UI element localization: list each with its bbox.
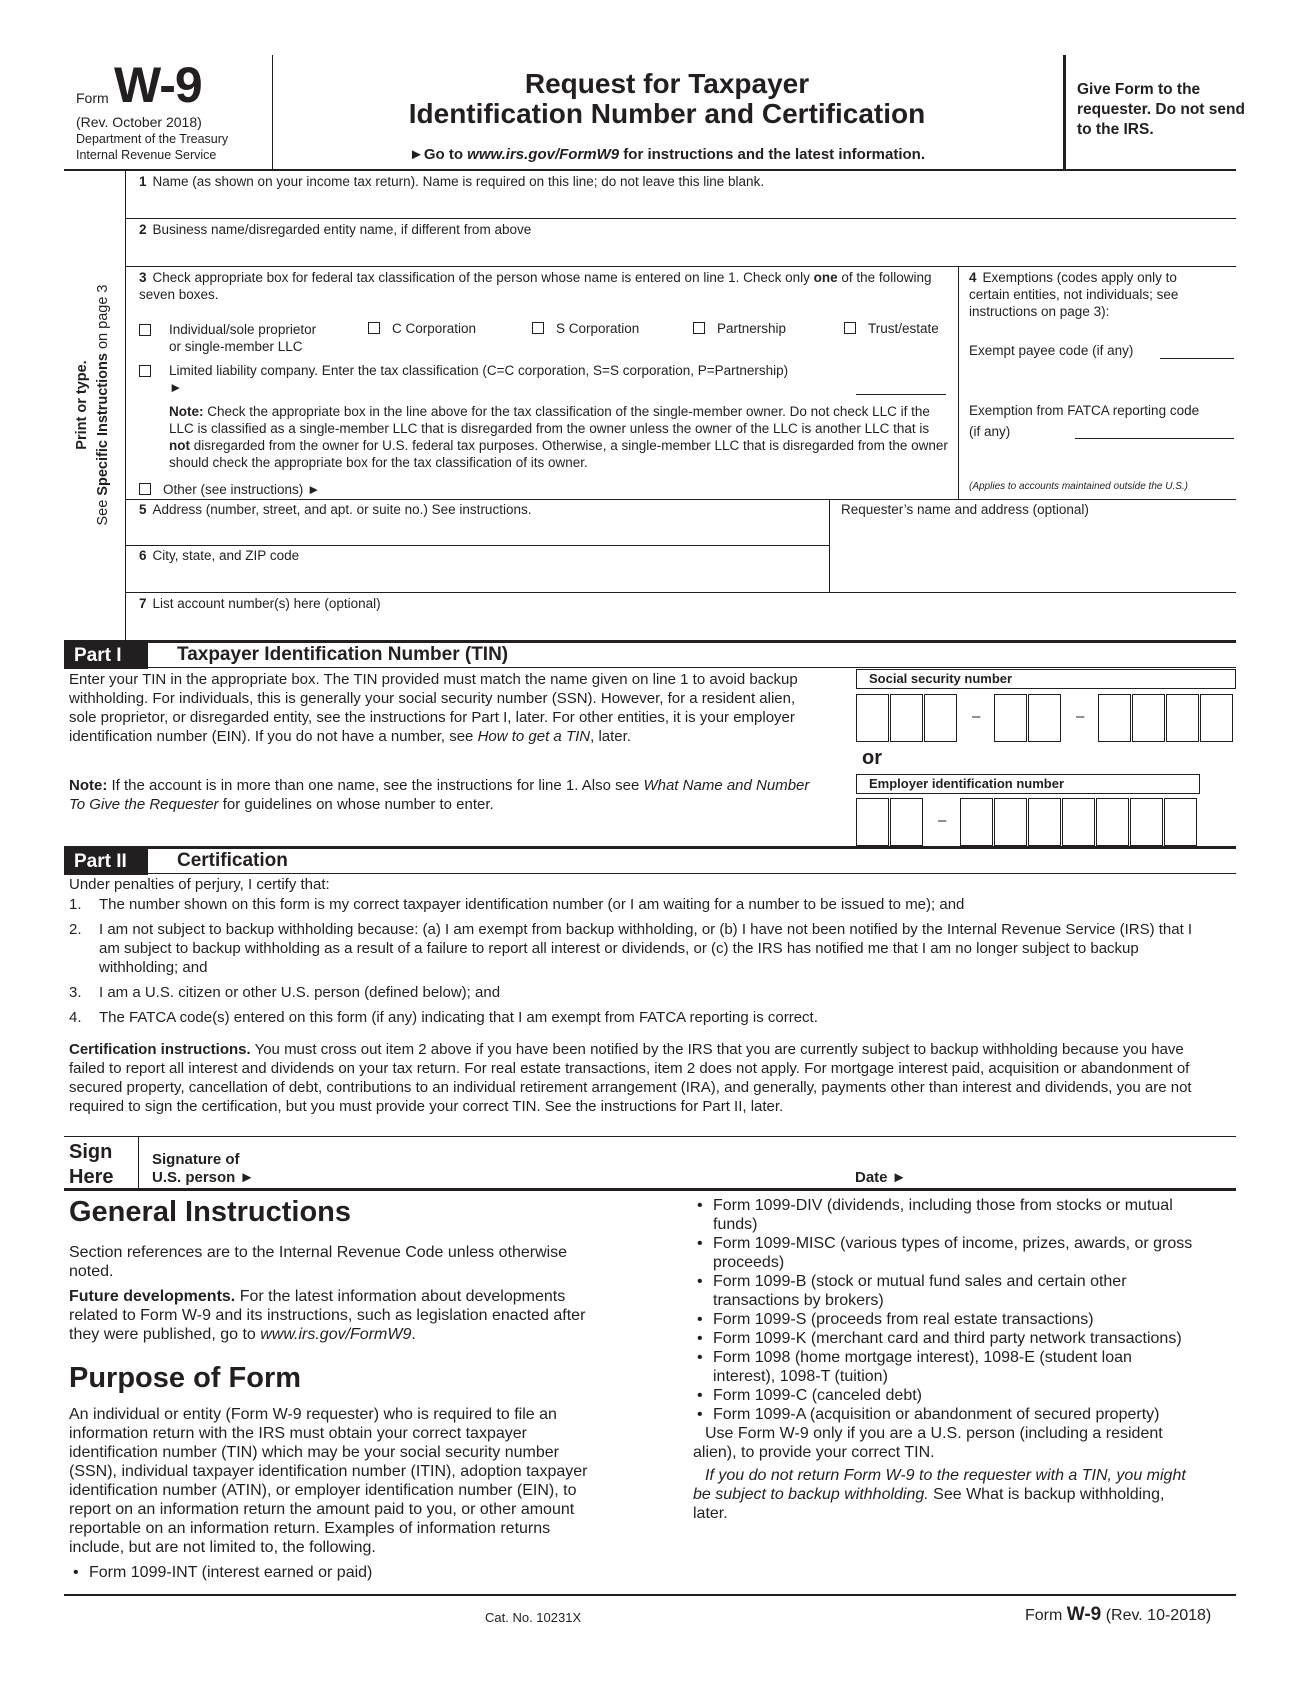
give-form-note: Give Form to the requester. Do not send to the IRS. <box>1077 81 1245 138</box>
part1-title: Taxpayer Identification Number (TIN) <box>177 644 509 665</box>
fatca-input[interactable] <box>1075 438 1234 439</box>
list-item: • Form 1098 (home mortgage interest), 1098-E (student loan interest), 1098-T (tuition) <box>693 1348 1193 1386</box>
future-developments: Future developments. For the latest information about developments related to Form W-9 and its instructions, such as legislation enacted after they were published, go to www.irs.gov/FormW9. <box>69 1288 586 1343</box>
catalog-number: Cat. No. 10231X <box>485 1610 582 1625</box>
general-instructions-right <box>693 1196 1193 1523</box>
backup-withholding-text: If you do not return Form W-9 to the requester with a TIN, you might be subject to backup withholding. See What is backup withholding, later. <box>693 1467 1186 1522</box>
field-2-label: 2 Business name/disregarded entity name, if different from above <box>139 222 532 237</box>
general-instructions-heading: General Instructions <box>69 1196 352 1228</box>
field-3-label: 3 Check appropriate box for federal tax classification of the person whose name is entered on line 1. Check only one of the following seven boxes. <box>139 270 932 302</box>
requester-label: Requester’s name and address (optional) <box>841 502 1089 517</box>
goto-url[interactable]: www.irs.gov/FormW9 <box>467 146 620 163</box>
cert-item: 3. I am a U.S. citizen or other U.S. person (defined below); and <box>69 984 501 1001</box>
individual-checkbox[interactable] <box>139 324 151 336</box>
list-item: • Form 1099-B (stock or mutual fund sales and certain other transactions by brokers) <box>693 1272 1193 1310</box>
city-state-zip-input[interactable] <box>126 564 826 590</box>
form-header <box>0 0 1300 170</box>
s-corp-checkbox[interactable] <box>532 322 544 334</box>
part1-note: Note: If the account is in more than one name, see the instructions for line 1. Also see What Name and Number To Give the Requester for guidelines on whose number to enter. <box>69 777 810 813</box>
option-individual[interactable]: Individual/sole proprietor or single-member LLC <box>139 321 319 355</box>
sign-here-label: Sign Here <box>69 1141 114 1188</box>
llc-checkbox[interactable] <box>139 365 151 377</box>
field-4-label: 4 Exemptions (codes apply only to certain entities, not individuals; see instructions on page 3): <box>969 270 1179 319</box>
option-llc[interactable]: Limited liability company. Enter the tax classification (C=C corporation, S=S corporation, P=Partnership) ► <box>139 362 859 396</box>
list-item: • Form 1099-K (merchant card and third party network transactions) <box>693 1329 1193 1348</box>
business-name-input[interactable] <box>126 238 1236 266</box>
list-item: • Form 1099-MISC (various types of income, prizes, awards, or gross proceeds) <box>693 1234 1193 1272</box>
form-revision: (Rev. October 2018) <box>76 114 202 130</box>
part2-title: Certification <box>177 850 288 871</box>
list-item: • Form 1099-INT (interest earned or paid) <box>69 1563 609 1582</box>
goto-line: ►Go to www.irs.gov/FormW9 for instructions and the latest information. <box>409 146 925 163</box>
field-7-label: 7 List account number(s) here (optional) <box>139 596 381 611</box>
fatca-label: Exemption from FATCA reporting code (if any) <box>969 403 1200 439</box>
trust-checkbox[interactable] <box>844 322 856 334</box>
exempt-payee-label: Exempt payee code (if any) <box>969 343 1134 358</box>
llc-classification-input[interactable] <box>856 394 946 395</box>
field-1-label: 1 Name (as shown on your income tax return). Name is required on this line; do not leave this line blank. <box>139 174 765 189</box>
cert-item: 2. I am not subject to backup withholding because: (a) I am exempt from backup withholding, or (b) I have not been notified by the Internal Revenue Service (IRS) that I am subject to backup withholding as a result of a failure to report all interest or dividends, or (c) the IRS has notified me that I am no longer subject to backup withholding; and <box>69 921 1193 976</box>
cert-item: 1. The number shown on this form is my correct taxpayer identification number (or I am waiting for a number to be issued to me); and <box>69 896 965 913</box>
form-code: W-9 <box>114 57 202 113</box>
ssn-input[interactable]: – – <box>856 694 1236 742</box>
purpose-text: An individual or entity (Form W-9 requester) who is required to file an information return with the IRS must obtain your correct taxpayer identification number (TIN) which may be your social security number (SSN), individual taxpayer identification number (ITIN), adoption taxpayer identification number (ATIN), or employer identification number (EIN), to report on an information return the amount paid to you, or other amount reportable on an information return. Examples of information returns include, but are not limited to, the following. <box>69 1406 588 1556</box>
form-word: Form <box>76 90 109 106</box>
future-url[interactable]: www.irs.gov/FormW9 <box>260 1326 412 1343</box>
use-form-text: Use Form W-9 only if you are a U.S. person (including a resident alien), to provide your correct TIN. <box>693 1425 1163 1461</box>
llc-note: Note: Check the appropriate box in the line above for the tax classification of the single-member owner. Do not check LLC if the LLC is classified as a single-member LLC that is disregarded from the owner unless the owner of the LLC is another LLC that is not disregarded from the owner for U.S. federal tax purposes. Otherwise, a single-member LLC that is disregarded from the owner should check the appropriate box for the tax classification of its owner. <box>169 404 948 470</box>
field-5-label: 5 Address (number, street, and apt. or suite no.) See instructions. <box>139 502 532 517</box>
name-input[interactable] <box>126 190 1236 218</box>
option-trust[interactable]: Trust/estate <box>844 321 939 336</box>
account-numbers-input[interactable] <box>126 612 1236 638</box>
list-item: • Form 1099-A (acquisition or abandonment of secured property) <box>693 1405 1193 1424</box>
purpose-heading: Purpose of Form <box>69 1362 302 1394</box>
part1-label: Part I <box>64 643 148 669</box>
ein-label-box: Employer identification number <box>856 774 1200 794</box>
ssn-label-box: Social security number <box>856 669 1236 689</box>
page-title-line1: Request for Taxpayer <box>524 68 810 99</box>
part1-instructions: Enter your TIN in the appropriate box. The TIN provided must match the name given on line 1 to avoid backup withholding. For individuals, this is generally your social security number (SSN). However, for a resident alien, sole proprietor, or disregarded entity, see the instructions for Part I, later. For other entities, it is your employer identification number (EIN). If you do not have a number, see How to get a TIN, later. <box>69 671 798 745</box>
signature-label: Signature of U.S. person ► <box>152 1151 255 1186</box>
section-references: Section references are to the Internal Revenue Code unless otherwise noted. <box>69 1244 568 1280</box>
partnership-checkbox[interactable] <box>693 322 705 334</box>
dept-line2: Internal Revenue Service <box>76 148 217 162</box>
address-input[interactable] <box>126 518 826 544</box>
general-instructions-left <box>69 1196 609 1582</box>
list-item: • Form 1099-DIV (dividends, including those from stocks or mutual funds) <box>693 1196 1193 1234</box>
or-label: or <box>862 747 882 769</box>
date-input[interactable] <box>925 1150 1230 1186</box>
option-c-corp[interactable]: C Corporation <box>368 321 476 336</box>
list-item: • Form 1099-C (canceled debt) <box>693 1386 1193 1405</box>
signature-input[interactable] <box>270 1150 840 1186</box>
page-title-line2: Identification Number and Certification <box>408 98 926 129</box>
requester-input[interactable] <box>832 518 1232 590</box>
ein-input[interactable]: – <box>856 798 1236 846</box>
footer-form-id: Form W-9 (Rev. 10-2018) <box>1025 1604 1212 1625</box>
date-label: Date ► <box>855 1169 907 1186</box>
option-other[interactable]: Other (see instructions) ► <box>139 482 320 497</box>
dept-line1: Department of the Treasury <box>76 132 229 146</box>
fatca-note: (Applies to accounts maintained outside the U.S.) <box>969 481 1189 492</box>
side-instructions: Print or type. See Specific Instructions on page 3 <box>74 284 111 526</box>
cert-intro: Under penalties of perjury, I certify that: <box>69 876 330 893</box>
part2-label: Part II <box>64 849 148 875</box>
c-corp-checkbox[interactable] <box>368 322 380 334</box>
other-checkbox[interactable] <box>139 483 151 495</box>
field-6-label: 6 City, state, and ZIP code <box>139 548 300 563</box>
cert-instructions: Certification instructions. You must cross out item 2 above if you have been notified by the IRS that you are currently subject to backup withholding because you have failed to report all interest and dividends on your tax return. For real estate transactions, item 2 does not apply. For mortgage interest paid, acquisition or abandonment of secured property, cancellation of debt, contributions to an individual retirement arrangement (IRA), and generally, payments other than interest and dividends, you are not required to sign the certification, but you must provide your correct TIN. See the instructions for Part II, later. <box>69 1041 1192 1115</box>
cert-item: 4. The FATCA code(s) entered on this form (if any) indicating that I am exempt from FATCA reporting is correct. <box>69 1009 818 1026</box>
cert-list <box>69 895 1199 1033</box>
option-partnership[interactable]: Partnership <box>693 321 786 336</box>
exempt-payee-input[interactable] <box>1160 358 1234 359</box>
option-s-corp[interactable]: S Corporation <box>532 321 639 336</box>
list-item: • Form 1099-S (proceeds from real estate transactions) <box>693 1310 1193 1329</box>
